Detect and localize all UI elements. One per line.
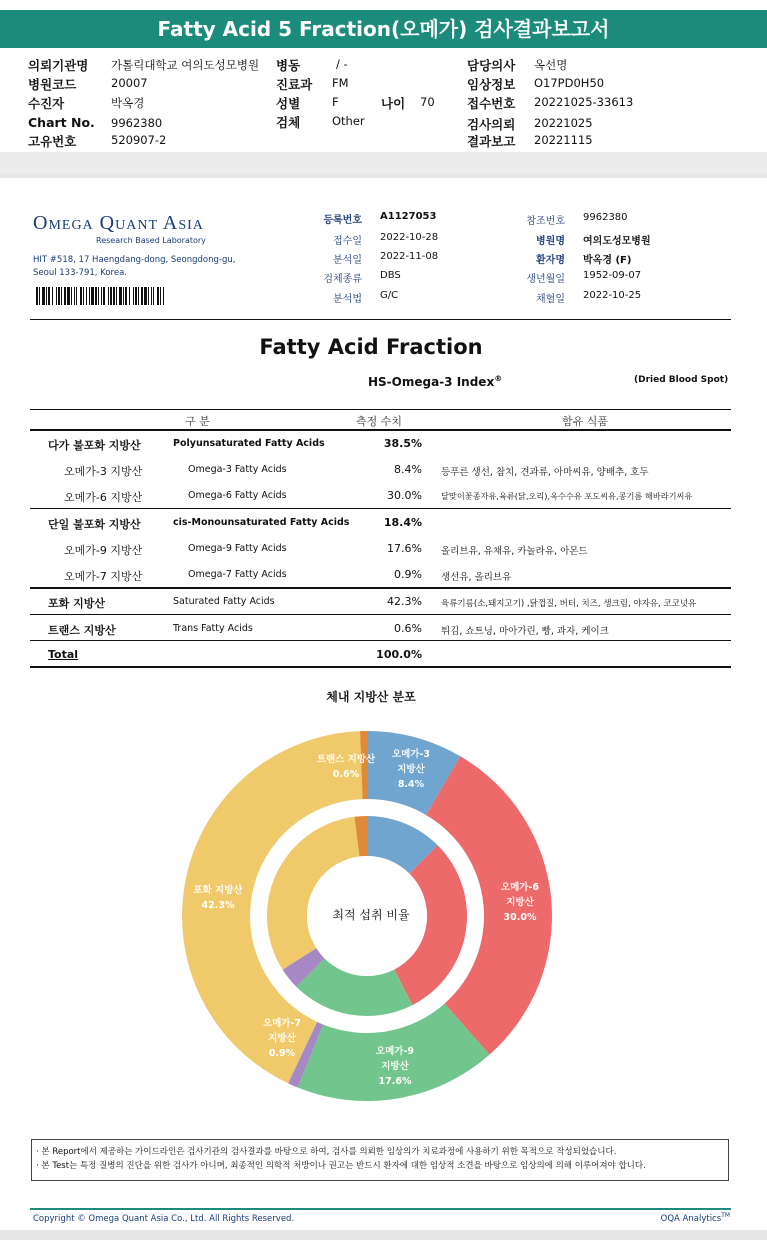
row-name-en: Omega-7 Fatty Acids	[188, 569, 287, 580]
footer-brand: OQA Analytics™	[660, 1212, 730, 1224]
slice-label-saturated: 포화 지방산 42.3%	[193, 885, 243, 911]
table-bottom-line	[30, 666, 731, 668]
info-label: 결과보고	[467, 134, 516, 149]
info-label: 의뢰기관명	[28, 58, 89, 73]
lab-logo-subtitle: Research Based Laboratory	[96, 236, 206, 245]
table-row	[30, 535, 731, 561]
barcode-image	[36, 287, 166, 305]
row-name-kr: 오메가-6 지방산	[64, 491, 143, 504]
row-value: 0.6%	[394, 622, 422, 635]
report-title: Fatty Acid 5 Fraction(오메가) 검사결과보고서	[157, 17, 610, 41]
meta-label: 접수일	[333, 236, 362, 247]
info-value: 520907-2	[111, 133, 167, 147]
row-name-en: Omega-6 Fatty Acids	[188, 490, 287, 501]
report-sample-note: (Dried Blood Spot)	[634, 375, 729, 385]
table-row	[30, 456, 731, 482]
row-name-kr: 다가 불포화 지방산	[48, 439, 141, 452]
row-value: 42.3%	[387, 595, 422, 608]
info-value: Other	[332, 114, 365, 128]
section-divider	[0, 174, 767, 178]
info-label: 고유번호	[28, 134, 77, 149]
row-value: 38.5%	[383, 437, 422, 450]
info-value: 20221025-33613	[534, 95, 634, 109]
info-label: Chart No.	[28, 115, 95, 130]
report-main-title: Fatty Acid Fraction	[259, 335, 483, 359]
row-foods: 튀김, 쇼트닝, 마아가린, 빵, 과자, 케이크	[441, 626, 609, 637]
divider-line	[30, 319, 731, 320]
row-name-kr: 오메가-3 지방산	[64, 465, 143, 478]
info-value: O17PD0H50	[534, 76, 605, 90]
info-value: 70	[420, 95, 435, 109]
row-foods: 등푸른 생선, 참치, 견과류, 아마씨유, 양배추, 호두	[441, 467, 649, 478]
info-value: / -	[336, 57, 348, 71]
disclaimer-line: · 본 Test는 특정 질병의 진단을 위한 검사가 아니며, 최종적인 의학적 처방이나 권고는 반드시 환자에 대한 임상적 소견을 바탕으로 임상의에 의해 이루어져야 합니다.	[36, 1161, 646, 1171]
info-label: 검사의뢰	[467, 117, 516, 132]
row-name-kr: 포화 지방산	[48, 597, 105, 610]
info-value: 20221115	[534, 133, 593, 147]
info-label: 수진자	[28, 96, 65, 111]
meta-value: G/C	[380, 290, 399, 301]
column-header: 측정 수치	[356, 415, 403, 428]
row-name-kr: 트랜스 지방산	[48, 624, 116, 637]
row-name-kr: 오메가-7 지방산	[64, 570, 143, 583]
info-label: 성별	[276, 96, 301, 111]
column-header: 구 분	[185, 415, 210, 428]
section-divider	[0, 152, 767, 174]
row-value: 100.0%	[376, 648, 422, 661]
row-name-kr: 단일 불포화 지방산	[48, 518, 141, 531]
table-row	[30, 509, 731, 535]
footer-divider	[30, 1208, 731, 1210]
slice-label-trans: 트랜스 지방산 0.6%	[316, 754, 376, 780]
meta-label: 등록번호	[323, 215, 362, 226]
lab-logo: Omega Quant Asia	[33, 212, 204, 234]
meta-value: A1127053	[380, 211, 437, 222]
chart-title: 체내 지방산 분포	[326, 690, 416, 704]
row-value: 17.6%	[387, 542, 422, 555]
slice-label-omega9: 오메가-9 지방산 17.6%	[375, 1046, 415, 1087]
slice-label-omega6: 오메가-6 지방산 30.0%	[500, 882, 540, 923]
info-label: 접수번호	[467, 96, 516, 111]
row-name-en: Omega-3 Fatty Acids	[188, 464, 287, 475]
row-foods: 생선유, 올리브유	[441, 572, 512, 583]
row-name-kr: Total	[48, 648, 79, 661]
page-bottom-band	[0, 1230, 767, 1240]
table-row	[30, 482, 731, 508]
info-label: 담당의사	[467, 58, 516, 73]
meta-value: 2022-11-08	[380, 251, 439, 262]
meta-value: 박옥경 (F)	[583, 255, 632, 266]
disclaimer-box	[31, 1139, 729, 1181]
info-value: 옥선명	[534, 58, 568, 72]
info-label: 검체	[276, 115, 301, 130]
row-value: 18.4%	[383, 516, 422, 529]
info-value: 박옥경	[111, 96, 145, 110]
info-label: 진료과	[276, 77, 313, 92]
table-top-line	[30, 409, 731, 410]
info-value: 20221025	[534, 116, 593, 130]
info-label: 병원코드	[28, 77, 77, 92]
disclaimer-line: · 본 Report에서 제공하는 가이드라인은 검사기관의 검사결과를 바탕으로 하여, 검사를 의뢰한 임상의가 치료과정에 사용하기 위한 목적으로 작성되었습니다.	[36, 1147, 617, 1157]
meta-label: 분석일	[333, 255, 362, 266]
info-value: FM	[332, 76, 349, 90]
info-value: 가톨릭대학교 여의도성모병원	[111, 58, 260, 72]
meta-value: 2022-10-28	[380, 232, 439, 243]
info-label: 임상정보	[467, 77, 516, 92]
row-foods: 육류기름(소,돼지고기) ,닭껍질, 버터, 치즈, 생크림, 야자유, 코코넛유	[441, 599, 697, 609]
row-foods: 올리브유, 유채유, 카놀라유, 아몬드	[441, 546, 588, 557]
table-row	[30, 641, 731, 667]
meta-label: 참조번호	[526, 216, 565, 227]
row-value: 30.0%	[387, 489, 422, 502]
info-label: 나이	[381, 96, 406, 111]
info-value: F	[332, 95, 339, 109]
report-subtitle: HS-Omega-3 Index®	[368, 374, 503, 389]
meta-label: 채혈일	[536, 294, 565, 305]
meta-label: 병원명	[536, 236, 565, 247]
meta-value: DBS	[380, 270, 401, 281]
table-row	[30, 430, 731, 456]
meta-value: 2022-10-25	[583, 290, 642, 301]
chart-center-label: 최적 섭취 비율	[332, 908, 410, 922]
row-foods: 달맞이꽃종자유,육류(닭,오리),옥수수유 포도씨유,콩기름 해바라기씨유	[441, 491, 693, 501]
row-value: 8.4%	[394, 463, 422, 476]
slice-label-omega3: 오메가-3 지방산 8.4%	[391, 749, 431, 790]
copyright-text: Copyright © Omega Quant Asia Co., Ltd. All Rights Reserved.	[33, 1214, 295, 1224]
row-name-kr: 오메가-9 지방산	[64, 544, 143, 557]
meta-value: 1952-09-07	[583, 270, 642, 281]
lab-address: HIT #518, 17 Haengdang-dong, Seongdong-gu, Seoul 133-791, Korea.	[33, 255, 236, 278]
meta-label: 생년월일	[526, 274, 565, 285]
report-title-bar	[0, 10, 767, 48]
row-name-en: cis-Monounsaturated Fatty Acids	[173, 517, 350, 528]
meta-value: 9962380	[583, 212, 628, 223]
info-value: 20007	[111, 76, 148, 90]
meta-label: 검체종류	[323, 274, 362, 285]
row-name-en: Polyunsaturated Fatty Acids	[173, 438, 325, 449]
table-row	[30, 561, 731, 587]
column-header: 함유 식품	[562, 415, 609, 428]
row-name-en: Omega-9 Fatty Acids	[188, 543, 287, 554]
table-row	[30, 588, 731, 614]
meta-value: 여의도성모병원	[583, 236, 651, 247]
slice-label-omega7: 오메가-7 지방산 0.9%	[262, 1018, 302, 1059]
table-row	[30, 615, 731, 641]
info-label: 병동	[276, 58, 301, 73]
row-name-en: Trans Fatty Acids	[173, 623, 253, 634]
row-value: 0.9%	[394, 568, 422, 581]
info-value: 9962380	[111, 116, 163, 130]
meta-label: 분석법	[333, 294, 362, 305]
meta-label: 환자명	[536, 255, 565, 266]
row-name-en: Saturated Fatty Acids	[173, 596, 275, 607]
